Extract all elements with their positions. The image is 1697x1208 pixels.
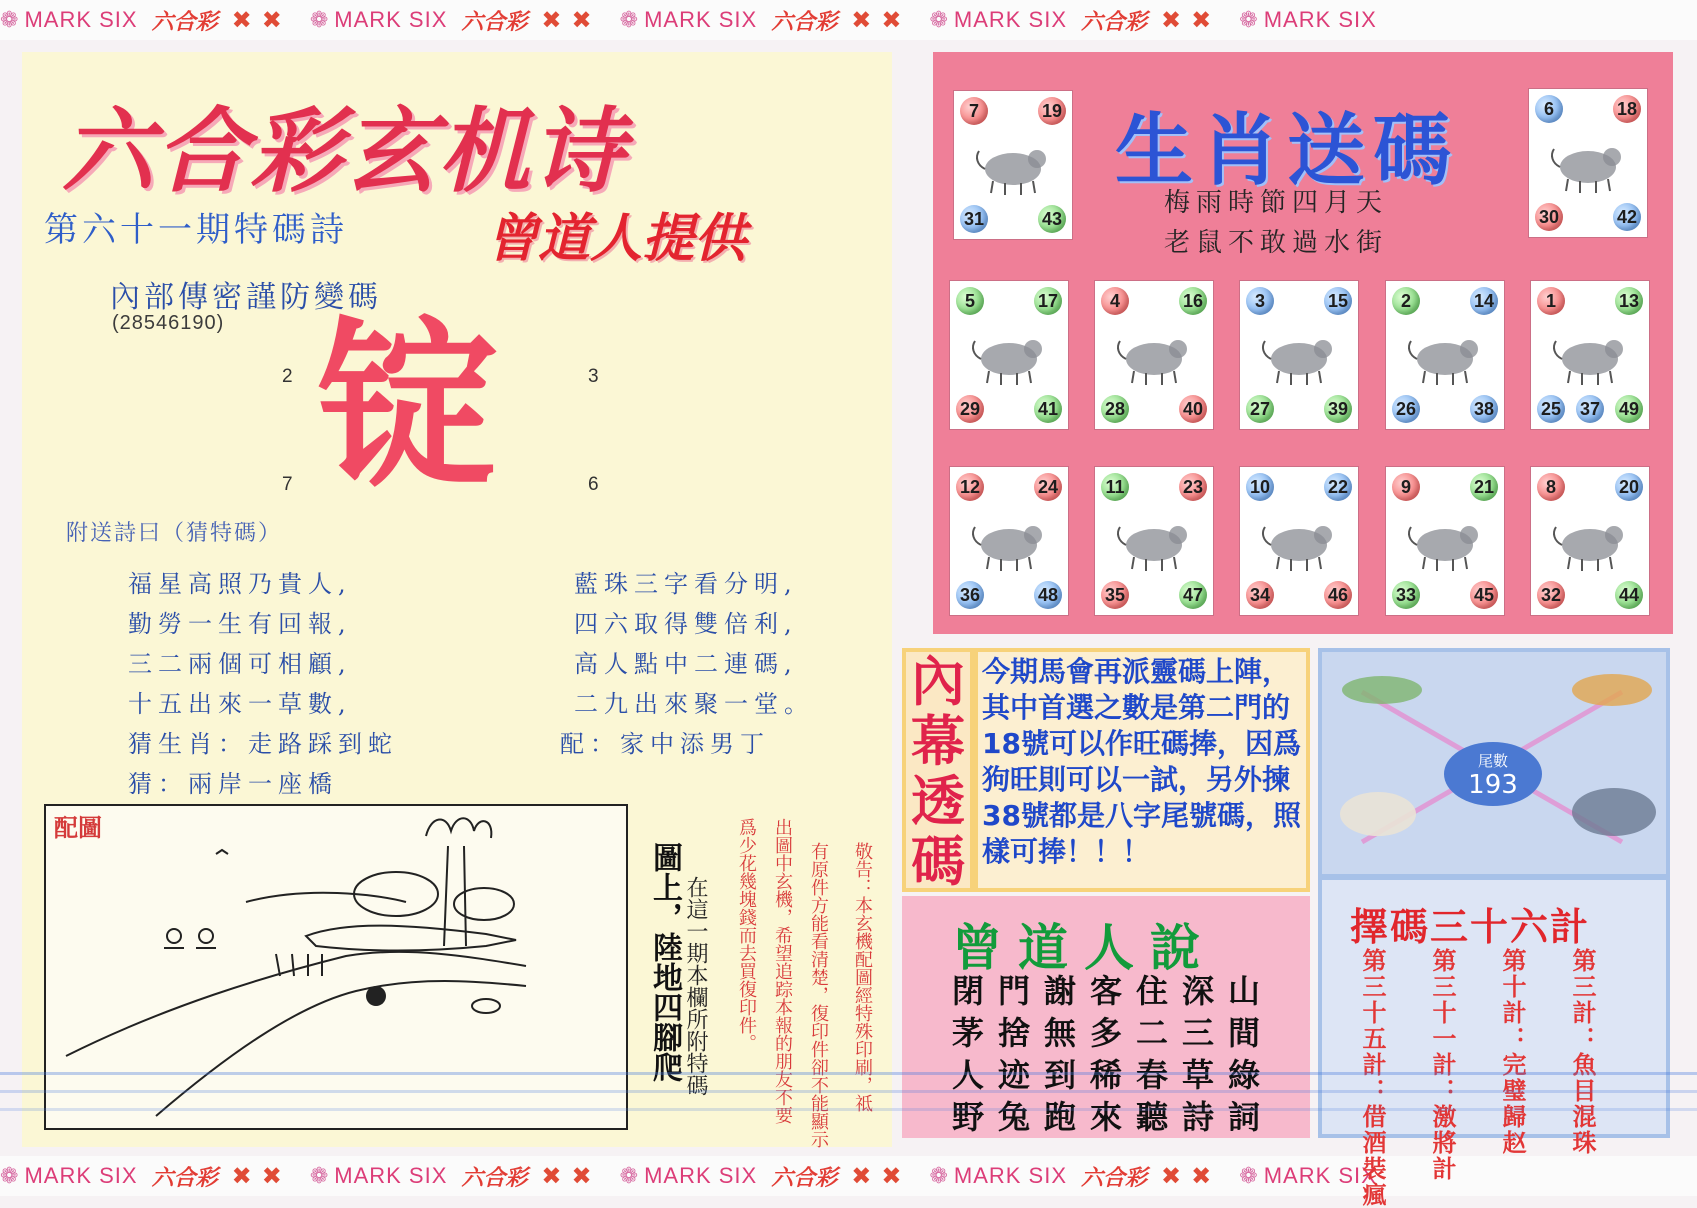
cross-icon: ✖ xyxy=(261,6,282,34)
number-ball: 29 xyxy=(956,395,984,423)
number-ball: 6 xyxy=(1535,95,1563,123)
number-ball: 46 xyxy=(1324,581,1352,609)
mark-six-text: MARK SIX xyxy=(1263,7,1377,32)
poem-left-line: 猜：兩岸一座橋 xyxy=(128,770,338,798)
featured-character: 锭 xyxy=(318,303,499,512)
mark-six-text: MARK SIX xyxy=(953,1163,1068,1188)
number-ball: 37 xyxy=(1576,395,1604,423)
mark-six-text: MARK SIX xyxy=(644,1163,758,1188)
lhc-text: 六合彩 xyxy=(461,9,528,35)
number-ball: 16 xyxy=(1179,287,1207,315)
pig-icon xyxy=(1548,505,1632,577)
cross-icon: ✖ xyxy=(571,1162,592,1190)
phone-number: (28546190) xyxy=(112,312,225,334)
number-ball: 41 xyxy=(1034,395,1062,423)
number-ball: 40 xyxy=(1179,395,1207,423)
band-unit xyxy=(0,1161,292,1192)
number-ball: 2 xyxy=(1392,287,1420,315)
figure-label: 配圖 xyxy=(54,813,102,842)
number-ball: 1 xyxy=(1537,287,1565,315)
number-ball: 35 xyxy=(1101,581,1129,609)
cross-icon: ✖ xyxy=(1191,6,1212,34)
number-ball: 4 xyxy=(1101,287,1129,315)
header-band xyxy=(0,0,1697,40)
notice-line: 出圖中玄機，希望追踪本報的朋友不要 xyxy=(772,818,793,1124)
corner-number-tr: 3 xyxy=(588,366,599,387)
number-ball: 5 xyxy=(956,287,984,315)
cross-icon: ✖ xyxy=(1161,1162,1182,1190)
number-ball: 15 xyxy=(1324,287,1352,315)
number-ball: 18 xyxy=(1613,95,1641,123)
zodiac-card-pig xyxy=(1530,466,1650,616)
number-ball: 24 xyxy=(1034,473,1062,501)
mark-six-text: MARK SIX xyxy=(24,1163,138,1188)
notice-line: 有原件方能看清楚，復印件卻不能顯示 xyxy=(808,842,829,1148)
poem-right-line: 藍珠三字看分明, xyxy=(574,570,798,598)
number-ball: 27 xyxy=(1246,395,1274,423)
scan-streak xyxy=(0,1090,1697,1093)
goat-icon xyxy=(967,505,1051,577)
cross-icon: ✖ xyxy=(851,6,872,34)
band-unit xyxy=(929,5,1221,36)
zodiac-title: 生肖送碼 xyxy=(1115,106,1460,196)
inside-label-char: 透 xyxy=(911,770,965,833)
poem-right-line: 配：家中添男丁 xyxy=(560,730,770,758)
lhc-text: 六合彩 xyxy=(1081,1165,1148,1191)
band-unit xyxy=(620,1161,912,1192)
number-ball: 20 xyxy=(1615,473,1643,501)
number-ball: 3 xyxy=(1246,287,1274,315)
taoist-line: 野兔跑來聽詩詞 xyxy=(952,1098,1275,1136)
horse-icon xyxy=(1548,319,1632,391)
number-ball: 31 xyxy=(960,205,988,233)
flower-icon: ❁ xyxy=(0,7,19,33)
secret-heading: 內部傳密謹防變碼 xyxy=(110,280,382,315)
zodiac-card-horse xyxy=(1530,280,1650,430)
flower-icon: ❁ xyxy=(929,1163,948,1189)
zodiac-card-rabbit xyxy=(1094,280,1214,430)
lhc-text: 六合彩 xyxy=(151,9,218,35)
inside-label-char: 碼 xyxy=(911,830,965,893)
band-unit xyxy=(620,5,912,36)
number-ball: 32 xyxy=(1537,581,1565,609)
snake-icon xyxy=(1403,319,1487,391)
poem-left-line: 三二兩個可相顧, xyxy=(128,650,352,678)
number-ball: 28 xyxy=(1101,395,1129,423)
issue-heading: 第六十一期特碼詩 xyxy=(44,210,348,250)
poem-right-line: 四六取得雙倍利, xyxy=(574,610,798,638)
number-ball: 13 xyxy=(1615,287,1643,315)
mark-six-text: MARK SIX xyxy=(953,7,1068,32)
number-ball: 30 xyxy=(1535,203,1563,231)
tail-badge-label: 尾數 xyxy=(1477,752,1508,770)
corner-number-bl: 7 xyxy=(282,474,293,495)
taoist-line: 閉門謝客住深山 xyxy=(952,972,1275,1010)
flower-icon: ❁ xyxy=(1239,7,1258,33)
cross-icon: ✖ xyxy=(541,6,562,34)
number-ball: 10 xyxy=(1246,473,1274,501)
number-ball: 22 xyxy=(1324,473,1352,501)
puzzle-figure xyxy=(44,804,628,1130)
number-ball: 9 xyxy=(1392,473,1420,501)
lhc-text: 六合彩 xyxy=(461,1165,528,1191)
corner-number-br: 6 xyxy=(588,474,599,495)
number-ball: 47 xyxy=(1179,581,1207,609)
zodiac-card-goat xyxy=(949,466,1069,616)
band-unit xyxy=(310,5,602,36)
number-ball: 44 xyxy=(1615,581,1643,609)
lhc-text: 六合彩 xyxy=(151,1165,218,1191)
number-ball: 42 xyxy=(1613,203,1641,231)
strategy-column: 第三計：魚目混珠 xyxy=(1568,948,1597,1156)
number-ball: 7 xyxy=(960,97,988,125)
number-ball: 33 xyxy=(1392,581,1420,609)
flower-icon: ❁ xyxy=(619,7,639,33)
inside-tip-label xyxy=(906,650,970,893)
cross-icon: ✖ xyxy=(881,6,902,34)
mark-six-text: MARK SIX xyxy=(334,7,448,32)
number-ball: 23 xyxy=(1179,473,1207,501)
rat-icon xyxy=(971,129,1055,201)
taoist-line: 人迹到稀春草綠 xyxy=(952,1056,1275,1094)
zodiac-card-rooster xyxy=(1239,466,1359,616)
lhc-text: 六合彩 xyxy=(771,1165,838,1191)
number-ball: 26 xyxy=(1392,395,1420,423)
number-ball: 17 xyxy=(1034,287,1062,315)
poem-right-line: 高人點中二連碼, xyxy=(574,650,798,678)
number-ball: 45 xyxy=(1470,581,1498,609)
zodiac-card-ox xyxy=(1528,88,1648,238)
strategy-title: 擇碼三十六計 xyxy=(1350,905,1591,949)
poem-left-line: 福星高照乃貴人, xyxy=(128,570,352,598)
number-ball: 8 xyxy=(1537,473,1565,501)
zodiac-card-snake xyxy=(1385,280,1505,430)
zodiac-card-monkey xyxy=(1094,466,1214,616)
strategy-column: 第三十一計：激將計 xyxy=(1428,948,1457,1182)
figure-caption-1: 在這一期本欄所附特碼 xyxy=(683,876,708,1096)
zodiac-poem-line: 老鼠不敢過水街 xyxy=(1164,228,1389,258)
taoist-line: 茅捨無多二三間 xyxy=(952,1014,1275,1052)
flower-icon: ❁ xyxy=(1239,1163,1258,1189)
strategy-column: 第三十五計：借酒裝瘋 xyxy=(1358,948,1387,1208)
flower-icon: ❁ xyxy=(619,1163,639,1189)
tail-badge-number: 193 xyxy=(1468,770,1518,800)
lhc-text: 六合彩 xyxy=(1081,9,1148,35)
cross-icon: ✖ xyxy=(231,1162,252,1190)
number-ball: 19 xyxy=(1038,97,1066,125)
scan-streak xyxy=(0,1108,1697,1111)
zodiac-card-dragon xyxy=(1239,280,1359,430)
mark-six-text: MARK SIX xyxy=(334,1163,448,1188)
poem-left-line: 猜生肖：走路踩到蛇 xyxy=(128,730,398,758)
cross-icon: ✖ xyxy=(541,1162,562,1190)
inside-tip-text: 今期馬會再派靈碼上陣，其中首選之數是第二門的18號可以作旺碼捧，因爲狗旺則可以一試，另外揀38號都是八字尾號碼，照樣可捧！！！ xyxy=(978,652,1306,888)
dragon-icon xyxy=(1257,319,1341,391)
number-ball: 43 xyxy=(1038,205,1066,233)
dog-icon xyxy=(1403,505,1487,577)
band-unit xyxy=(0,5,292,36)
number-ball: 11 xyxy=(1101,473,1129,501)
tiger-icon xyxy=(967,319,1051,391)
cross-icon: ✖ xyxy=(261,1162,282,1190)
notice-line: 敬告：本玄機配圖經特殊印刷，祗 xyxy=(852,842,873,1112)
provider-heading: 曾道人提供 xyxy=(486,209,747,269)
inside-label-char: 內 xyxy=(911,650,965,713)
mark-six-text: MARK SIX xyxy=(1263,1163,1377,1188)
number-ball: 39 xyxy=(1324,395,1352,423)
poem-left-line: 十五出來一草數, xyxy=(128,690,352,718)
corner-number-tl: 2 xyxy=(282,366,293,387)
scan-streak xyxy=(0,1072,1697,1075)
number-ball: 48 xyxy=(1034,581,1062,609)
figure-drawing xyxy=(46,806,626,1128)
zodiac-poem-line: 梅雨時節四月天 xyxy=(1164,188,1389,218)
figure-caption-2: 圖上，陸地四腳爬 xyxy=(647,842,682,1082)
rooster-icon xyxy=(1257,505,1341,577)
flower-icon: ❁ xyxy=(309,1163,329,1189)
number-ball: 21 xyxy=(1470,473,1498,501)
number-ball: 38 xyxy=(1470,395,1498,423)
taoist-title: 曾道人說 xyxy=(952,918,1216,977)
flower-icon: ❁ xyxy=(0,1163,19,1189)
zodiac-card-tiger xyxy=(949,280,1069,430)
mark-six-text: MARK SIX xyxy=(644,7,758,32)
flower-icon: ❁ xyxy=(929,7,948,33)
band-unit xyxy=(929,1161,1221,1192)
number-ball: 36 xyxy=(956,581,984,609)
number-ball: 34 xyxy=(1246,581,1274,609)
page-title: 六合彩玄机诗 xyxy=(62,98,627,205)
poem-heading: 附送詩曰（猜特碼） xyxy=(66,521,283,546)
cross-icon: ✖ xyxy=(231,6,252,34)
number-ball: 49 xyxy=(1615,395,1643,423)
cross-icon: ✖ xyxy=(1191,1162,1212,1190)
cross-icon: ✖ xyxy=(571,6,592,34)
tail-number-badge xyxy=(1444,742,1542,806)
number-ball: 14 xyxy=(1470,287,1498,315)
lhc-text: 六合彩 xyxy=(771,9,838,35)
strategy-column: 第十計：完璧歸赵 xyxy=(1498,948,1527,1156)
inside-label-char: 幕 xyxy=(911,710,965,773)
rabbit-icon xyxy=(1112,319,1196,391)
ox-icon xyxy=(1546,127,1630,199)
monkey-icon xyxy=(1112,505,1196,577)
flower-icon: ❁ xyxy=(309,7,329,33)
cross-icon: ✖ xyxy=(851,1162,872,1190)
zodiac-card-rat xyxy=(953,90,1073,240)
band-unit xyxy=(1239,7,1391,33)
mark-six-text: MARK SIX xyxy=(24,7,138,32)
number-ball: 12 xyxy=(956,473,984,501)
cross-icon: ✖ xyxy=(881,1162,902,1190)
notice-line: 爲少花幾塊錢而去買復印件。 xyxy=(736,818,757,1052)
poem-left-line: 勤勞一生有回報, xyxy=(128,610,352,638)
cross-icon: ✖ xyxy=(1161,6,1182,34)
poem-right-line: 二九出來聚一堂。 xyxy=(574,690,814,718)
number-ball: 25 xyxy=(1537,395,1565,423)
zodiac-card-dog xyxy=(1385,466,1505,616)
band-unit xyxy=(310,1161,602,1192)
